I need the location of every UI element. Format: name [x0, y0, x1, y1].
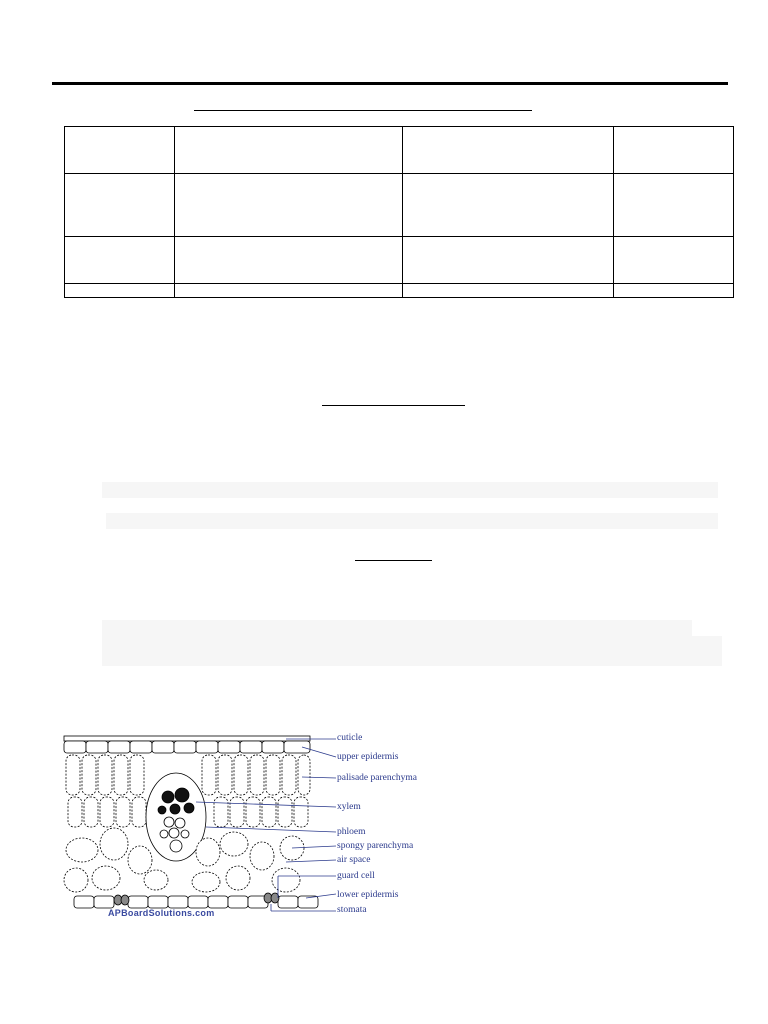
table-row [65, 127, 734, 174]
table-cell [175, 127, 403, 174]
table-cell [65, 284, 175, 298]
table-cell [175, 237, 403, 284]
label-spongy-parenchyma: spongy parenchyma [337, 841, 414, 851]
table-cell [614, 127, 734, 174]
table-cell [65, 174, 175, 237]
table-cell [403, 237, 614, 284]
label-xylem: xylem [337, 802, 361, 812]
faded-text-band [102, 636, 722, 666]
table-cell [175, 174, 403, 237]
faded-text-band [102, 482, 718, 498]
heading-underline [322, 405, 465, 406]
label-palisade-parenchyma: palisade parenchyma [337, 773, 417, 783]
table-row [65, 237, 734, 284]
table-cell [65, 237, 175, 284]
faded-text-band [106, 513, 718, 529]
blank-table [64, 126, 734, 298]
title-underline [194, 110, 532, 111]
table-row [65, 284, 734, 298]
header-rule [52, 82, 728, 85]
table-cell [65, 127, 175, 174]
table-cell [403, 284, 614, 298]
label-stomata: stomata [337, 905, 367, 915]
heading-underline [355, 560, 432, 561]
label-upper-epidermis: upper epidermis [337, 752, 399, 762]
table-cell [403, 127, 614, 174]
source-watermark: APBoardSolutions.com [108, 908, 215, 918]
label-air-space: air space [337, 855, 371, 865]
table-cell [614, 174, 734, 237]
table-cell [614, 284, 734, 298]
label-cuticle: cuticle [337, 733, 363, 743]
label-phloem: phloem [337, 827, 366, 837]
table-cell [175, 284, 403, 298]
table-row [65, 174, 734, 237]
table-cell [403, 174, 614, 237]
label-guard-cell: guard cell [337, 871, 375, 881]
label-lower-epidermis: lower epidermis [337, 890, 399, 900]
table-cell [614, 237, 734, 284]
